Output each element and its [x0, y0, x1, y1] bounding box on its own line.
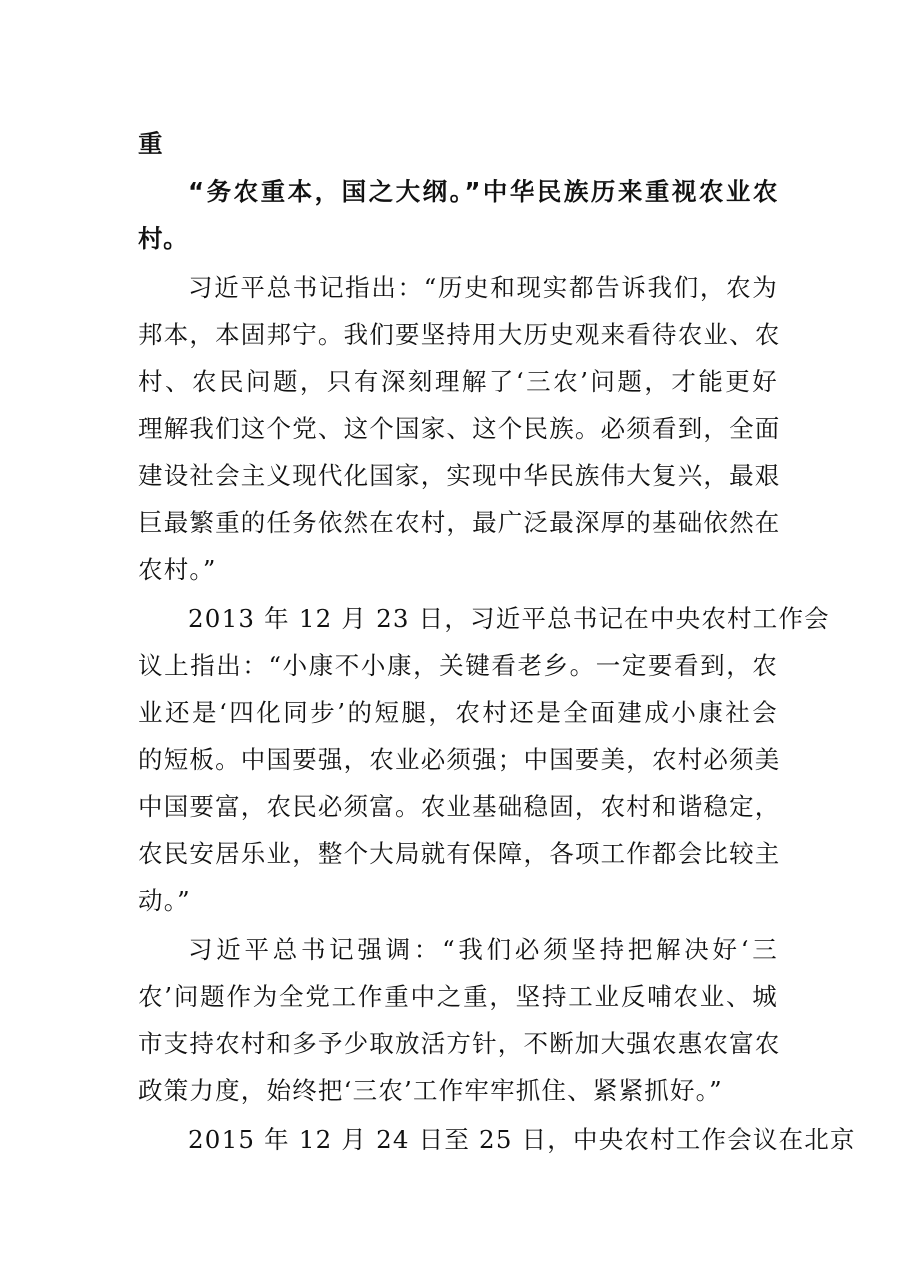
paragraph-line: 习近平总书记强调：“我们必须坚持把解决好‘三 [188, 935, 778, 964]
bold-paragraph-line: 村。 [138, 224, 189, 253]
paragraph-line: 政策力度，始终把‘三农’工作牢牢抓住、紧紧抓好。” [138, 1076, 723, 1105]
paragraph-line: 农’问题作为全党工作重中之重，坚持工业反哺农业、城 [138, 982, 778, 1011]
paragraph-line: 邦本，本固邦宁。我们要坚持用大历史观来看待农业、农 [138, 320, 781, 349]
paragraph-line: 习近平总书记指出：“历史和现实都告诉我们，农为 [188, 273, 778, 302]
paragraph-line: 村、农民问题，只有深刻理解了‘三农’问题，才能更好 [138, 367, 778, 396]
paragraph-line: 议上指出：“小康不小康，关键看老乡。一定要看到，农 [138, 651, 778, 680]
bold-paragraph-line: “务农重本，国之大纲。”中华民族历来重视农业农 [188, 177, 778, 206]
paragraph-line: 动。” [138, 886, 191, 915]
paragraph-line: 理解我们这个党、这个国家、这个民族。必须看到，全面 [138, 414, 781, 443]
paragraph-line: 建设社会主义现代化国家，实现中华民族伟大复兴，最艰 [138, 461, 781, 490]
heading-fragment: 重 [138, 129, 164, 158]
paragraph-line: 农村。” [138, 555, 217, 584]
paragraph-line: 市支持农村和多予少取放活方针，不断加大强农惠农富农 [138, 1029, 781, 1058]
paragraph-line: 农民安居乐业，整个大局就有保障，各项工作都会比较主 [138, 839, 781, 868]
paragraph-line: 中国要富，农民必须富。农业基础稳固，农村和谐稳定， [138, 792, 781, 821]
paragraph-line: 巨最繁重的任务依然在农村，最广泛最深厚的基础依然在 [138, 508, 781, 537]
paragraph-line: 2013 年 12 月 23 日，习近平总书记在中央农村工作会 [188, 604, 830, 633]
paragraph-line: 业还是‘四化同步’的短腿，农村还是全面建成小康社会 [138, 698, 778, 727]
paragraph-line: 2015 年 12 月 24 日至 25 日，中央农村工作会议在北京 [188, 1125, 856, 1154]
paragraph-line: 的短板。中国要强，农业必须强；中国要美，农村必须美 [138, 745, 781, 774]
